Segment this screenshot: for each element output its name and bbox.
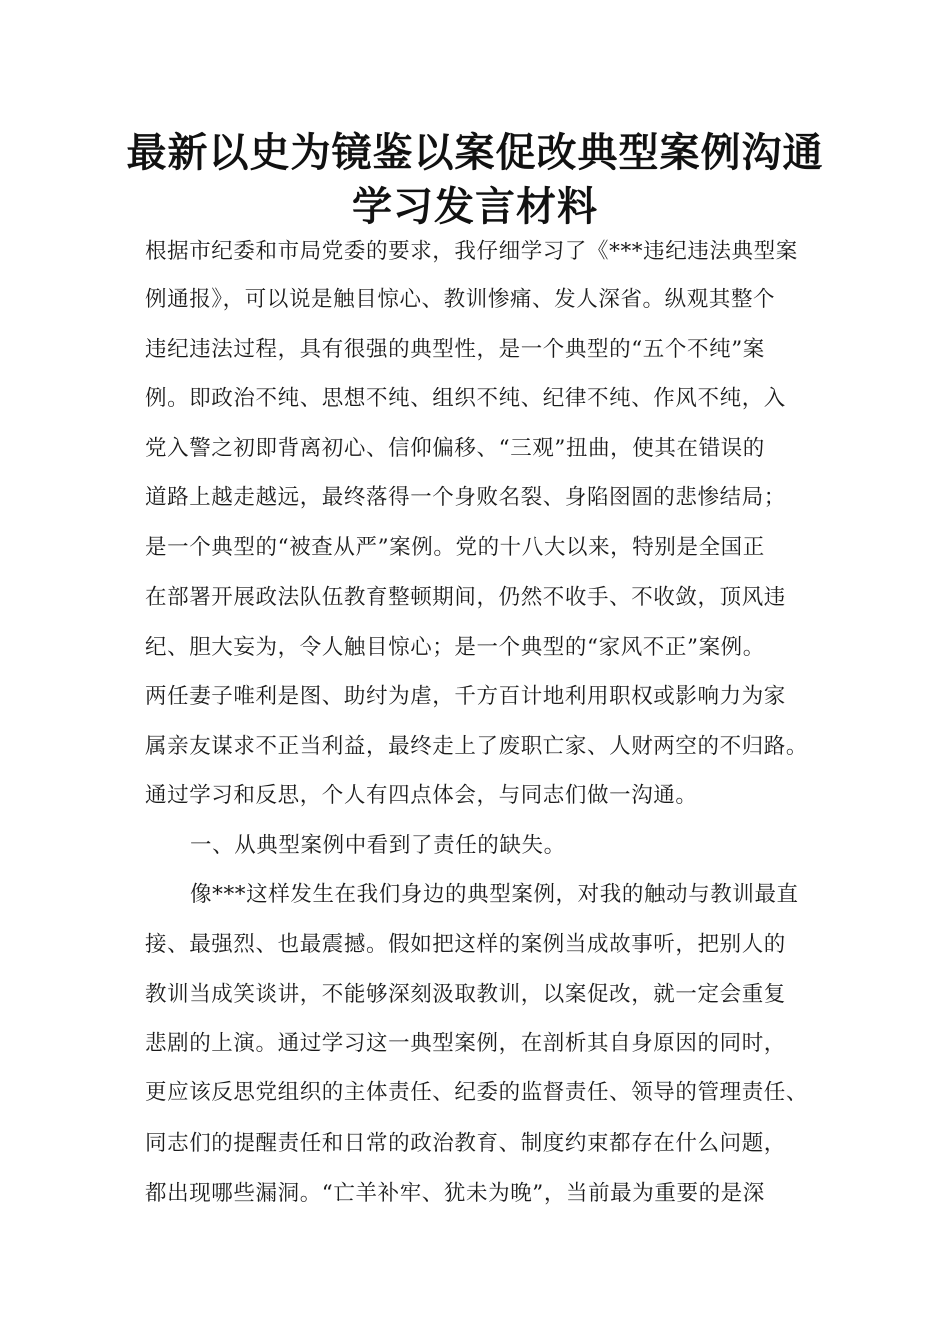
body-line: 党入警之初即背离初心、信仰偏移、“三观”扭曲，使其在错误的 (145, 436, 765, 461)
body-line: 像***这样发生在我们身边的典型案例，对我的触动与教训最直 (190, 882, 799, 907)
body-line: 根据市纪委和市局党委的要求，我仔细学习了《***违纪违法典型案 (145, 239, 798, 264)
document-title-line-1: 最新以史为镜鉴以案促改典型案例沟通 (126, 130, 824, 176)
body-line: 属亲友谋求不正当利益，最终走上了废职亡家、人财两空的不归路。 (145, 734, 809, 759)
body-line: 在部署开展政法队伍教育整顿期间，仍然不收手、不收敛，顶风违 (145, 585, 786, 610)
document-title-line-2: 学习发言材料 (352, 184, 598, 230)
body-line: 是一个典型的“被查从严”案例。党的十八大以来，特别是全国正 (145, 535, 765, 560)
body-line: 两任妻子唯利是图、助纣为虐，千方百计地利用职权或影响力为家 (145, 684, 786, 709)
body-line: 纪、胆大妄为，令人触目惊心；是一个典型的“家风不正”案例。 (145, 635, 765, 660)
body-line: 例。即政治不纯、思想不纯、组织不纯、纪律不纯、作风不纯，入 (145, 386, 786, 411)
body-line: 接、最强烈、也最震撼。假如把这样的案例当成故事听，把别人的 (145, 932, 786, 957)
body-line: 违纪违法过程，具有很强的典型性，是一个典型的“五个不纯”案 (145, 337, 765, 362)
body-line: 同志们的提醒责任和日常的政治教育、制度约束都存在什么问题， (145, 1131, 786, 1156)
body-line: 更应该反思党组织的主体责任、纪委的监督责任、领导的管理责任、 (145, 1080, 809, 1105)
body-line: 都出现哪些漏洞。“亡羊补牢、犹未为晚”，当前最为重要的是深 (145, 1181, 765, 1206)
body-line: 悲剧的上演。通过学习这一典型案例，在剖析其自身原因的同时， (145, 1031, 786, 1056)
body-line: 教训当成笑谈讲，不能够深刻汲取教训，以案促改，就一定会重复 (145, 982, 786, 1007)
section-heading: 一、从典型案例中看到了责任的缺失。 (190, 833, 566, 858)
body-line: 道路上越走越远，最终落得一个身败名裂、身陷囹圄的悲惨结局； (145, 485, 786, 510)
body-line: 通过学习和反思，个人有四点体会，与同志们做一沟通。 (145, 783, 698, 808)
body-line: 例通报》，可以说是触目惊心、教训惨痛、发人深省。纵观其整个 (145, 287, 776, 312)
